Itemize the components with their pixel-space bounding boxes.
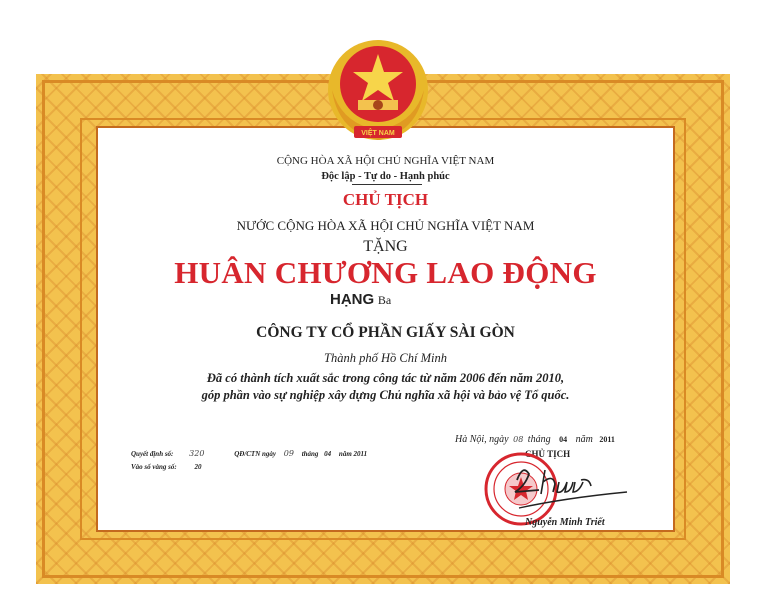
signing-date [455, 434, 615, 445]
register-label: Vào sổ vàng số: [131, 463, 177, 471]
signing-month: 04 [559, 435, 568, 444]
decision-month-label: tháng [301, 450, 319, 458]
signing-place: Hà Nội, ngày [455, 434, 509, 445]
signing-month-label: tháng [527, 434, 551, 445]
register-info [131, 463, 201, 471]
recipient-city: Thành phố Hồ Chí Minh [324, 351, 447, 365]
recipient-name: CÔNG TY CỔ PHẦN GIẤY SÀI GÒN [256, 324, 515, 341]
country-name: CỘNG HÒA XÃ HỘI CHỦ NGHĨA VIỆT NAM [276, 155, 495, 167]
signer-name: Nguyễn Minh Triết [525, 517, 605, 528]
rank-label: HẠNG [330, 291, 375, 308]
decision-number: 320 [189, 449, 205, 458]
decision-code: QĐ/CTN ngày [234, 450, 276, 458]
decision-year: 2011 [353, 450, 368, 458]
signer-title: CHỦ TỊCH [525, 449, 571, 459]
decision-info [131, 449, 367, 458]
issuer-state: NƯỚC CỘNG HÒA XÃ HỘI CHỦ NGHĨA VIỆT NAM [236, 218, 535, 233]
award-verb: TẶNG [363, 238, 408, 255]
register-number: 20 [194, 463, 202, 471]
achievement-line-1: Đã có thành tích xuất sắc trong công tác từ năm 2006 đến năm 2010, [206, 371, 565, 385]
achievement-line-2: góp phần vào sự nghiệp xây dựng Chủ nghĩa xã hội và bảo vệ Tổ quốc. [201, 388, 570, 402]
signing-day: 08 [513, 435, 524, 444]
decision-label: Quyết định số: [131, 450, 174, 458]
medal-rank [330, 291, 391, 309]
national-motto: Độc lập - Tự do - Hạnh phúc [321, 171, 450, 182]
decision-month: 04 [324, 450, 332, 458]
medal-name: HUÂN CHƯƠNG LAO ĐỘNG [174, 255, 597, 290]
decision-day: 09 [283, 449, 294, 458]
emblem-banner: VIỆT NAM [361, 130, 395, 137]
decision-year-label: năm [338, 450, 352, 458]
signing-year-label: năm [575, 434, 593, 445]
handwritten-signature [505, 452, 635, 522]
rank-value: Ba [377, 293, 392, 307]
national-emblem-icon [318, 34, 438, 154]
issuer-title: CHỦ TỊCH [342, 190, 429, 209]
motto-underline [352, 184, 422, 185]
signing-year: 2011 [599, 435, 615, 444]
